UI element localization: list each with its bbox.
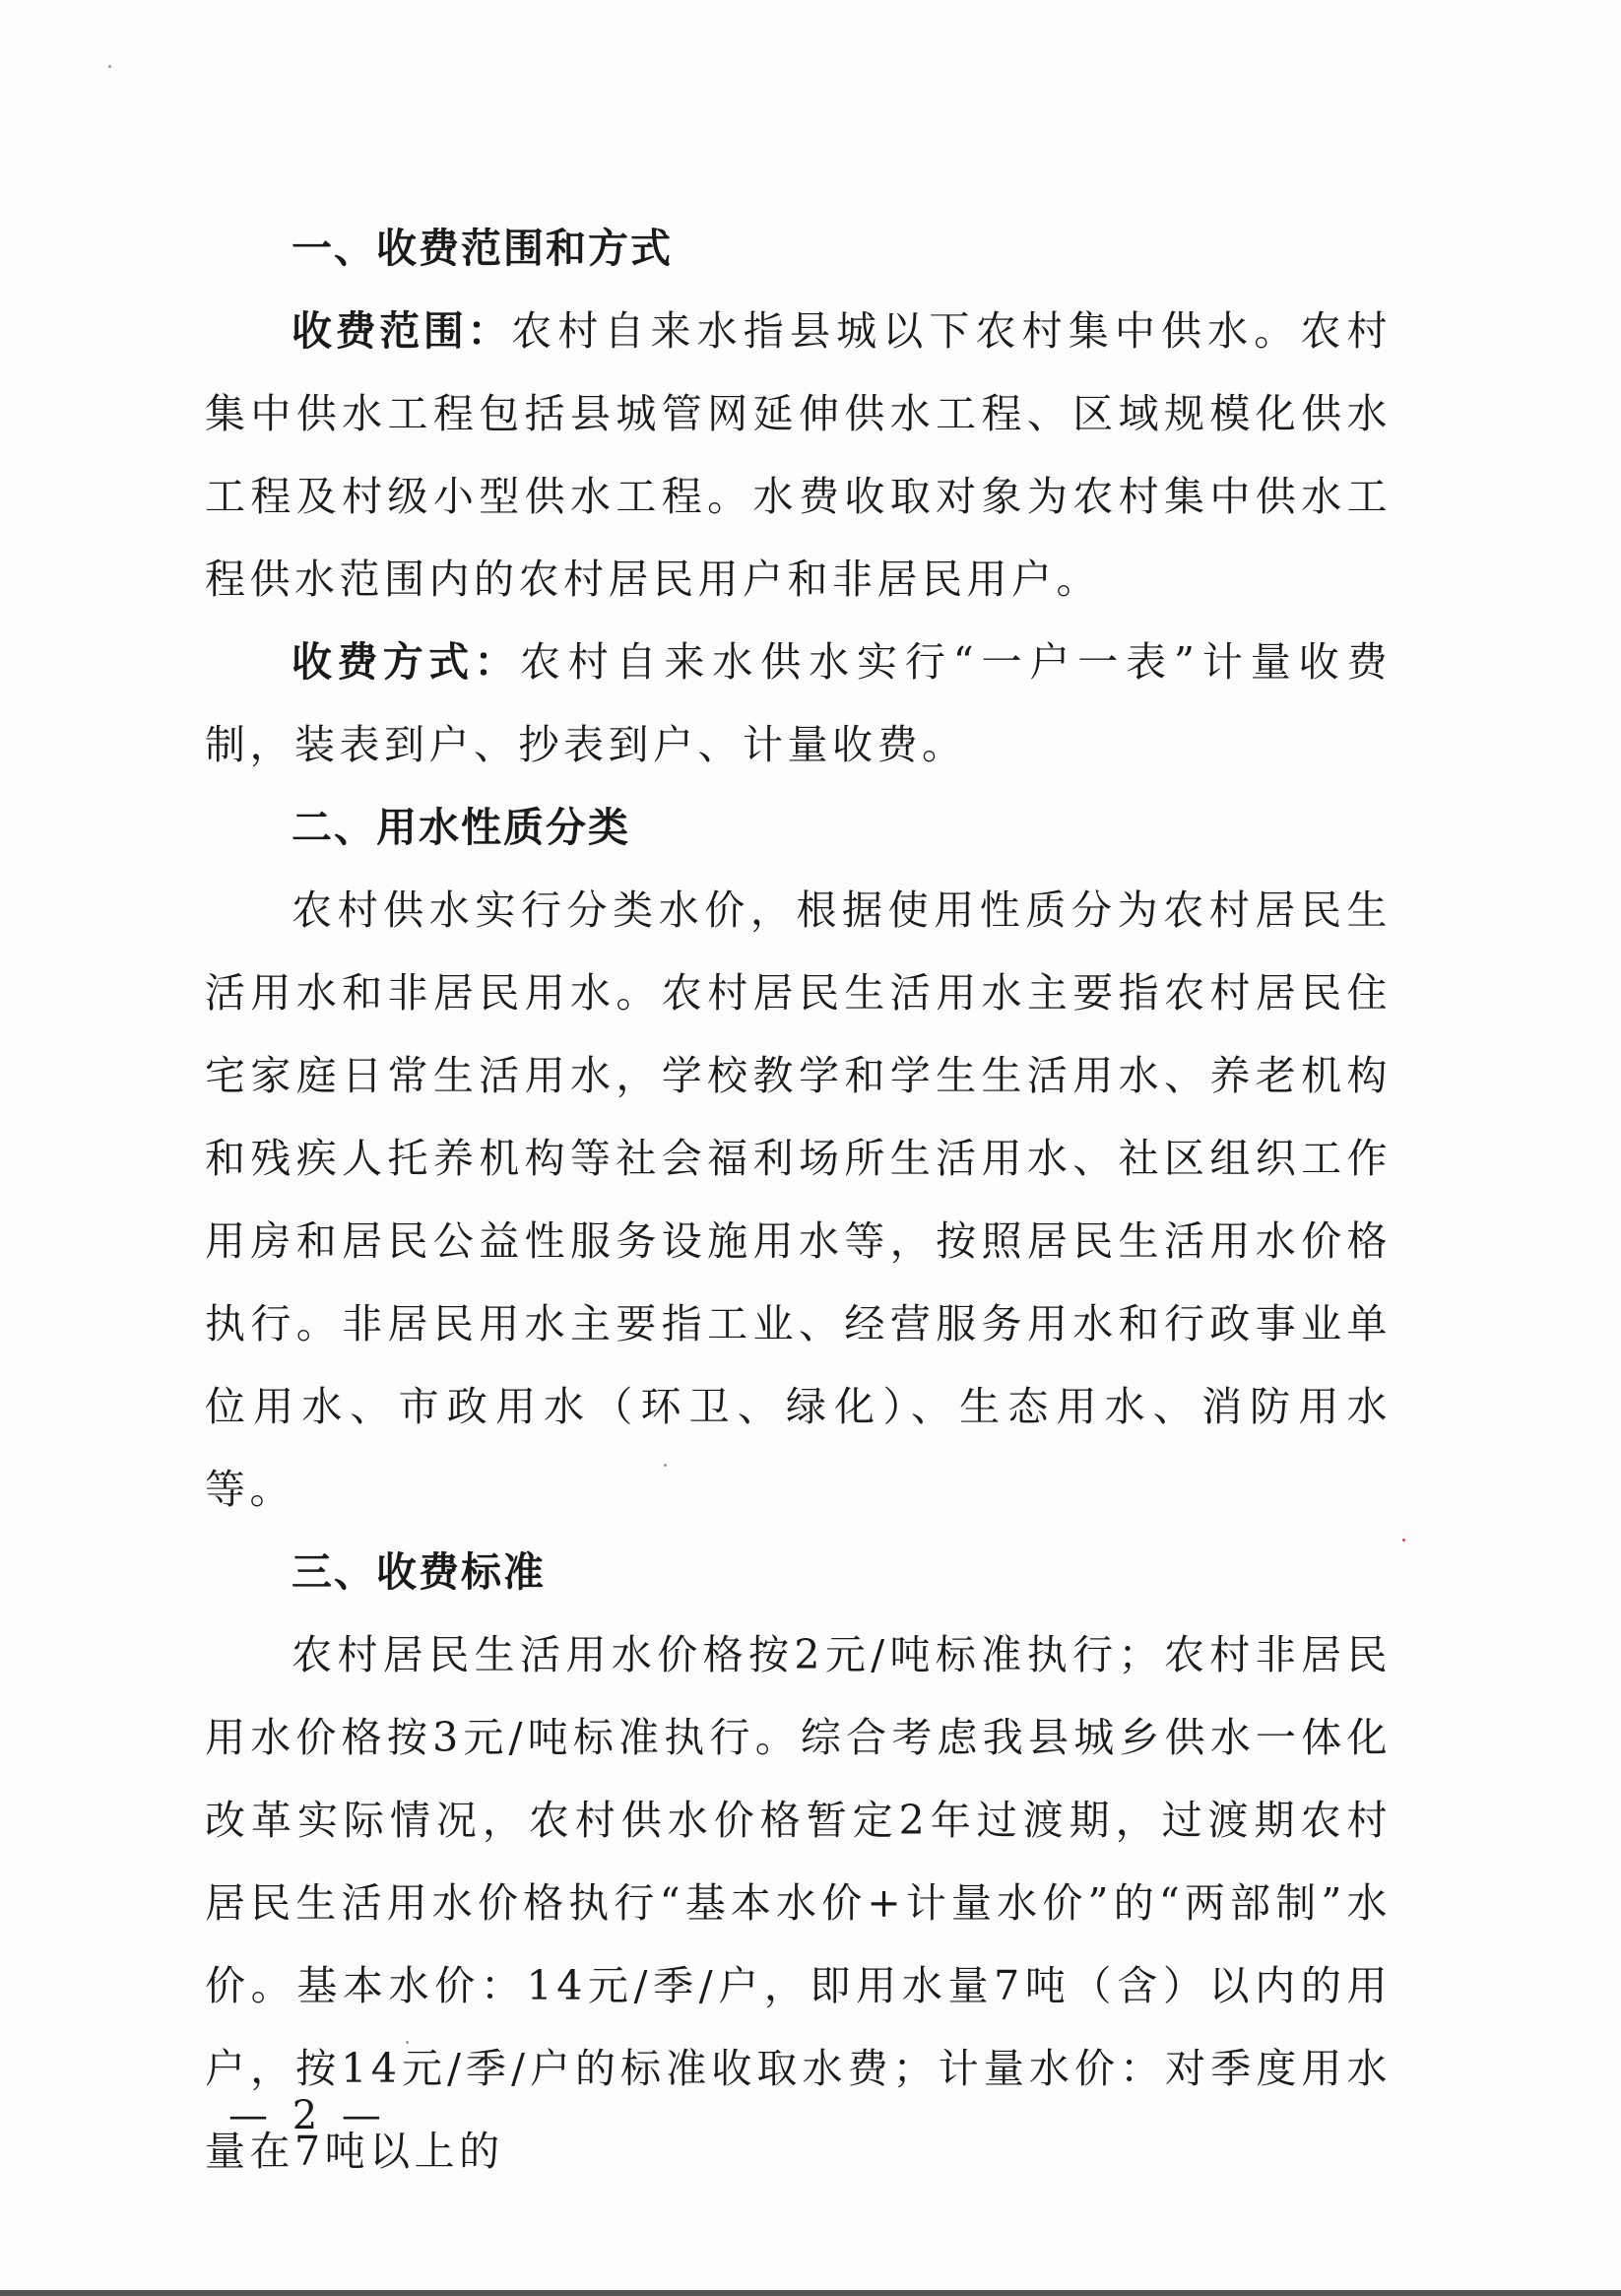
paragraph-text: 农村自来水供水实行“一户一表”计量收费制，装表到户、抄表到户、计量收费。 [205,638,1393,768]
scan-speck [1402,1539,1405,1542]
paragraph-method [205,621,1392,786]
paragraph-text: 农村供水实行分类水价，根据使用性质分为农村居民生活用水和非居民用水。农村居民生活用水主要指农村居民住宅家庭日常生活用水，学校教学和学生生活用水、养老机构和残疾人托养机构等社会福利场所生活用水、社区组织工作用房和居民公益性服务设施用水等，按照居民生活用水价格执行。非居民用水主要指工业、经营服务用水和行政事业单位用水、市政用水（环卫、绿化）、生态用水、消防用水等。 [205,886,1392,1513]
paragraph-text: 农村居民生活用水价格按2元/吨标准执行；农村非居民用水价格按3元/吨标准执行。综合考虑我县城乡供水一体化改革实际情况，农村供水价格暂定2年过渡期，过渡期农村居民生活用水价格执行“基本水价+计量水价”的“两部制”水价。基本水价：14元/季/户，即用水量7吨（含）以内的用户，按14元/季/户的标准收取水费；计量水价：对季度用水量在7吨以上的 [205,1631,1392,2175]
page-number: — 2 — [228,2093,387,2138]
paragraph-text: 农村自来水指县城以下农村集中供水。农村集中供水工程包括县城管网延伸供水工程、区域规模化供水工程及村级小型供水工程。水费收取对象为农村集中供水工程供水范围内的农村居民用户和非居民用户。 [205,307,1393,603]
paragraph-lead: 收费方式： [292,638,520,686]
scan-speck [108,65,111,68]
document-body [205,207,1392,2193]
section-heading: 三、收费标准 [292,1548,546,1596]
section-heading: 二、用水性质分类 [292,804,630,851]
paragraph-lead: 收费范围： [292,307,512,355]
paragraph-scope [205,290,1392,621]
scan-edge [0,2290,1621,2296]
paragraph-classification [205,869,1392,1531]
section-heading: 一、收费范围和方式 [292,225,673,272]
